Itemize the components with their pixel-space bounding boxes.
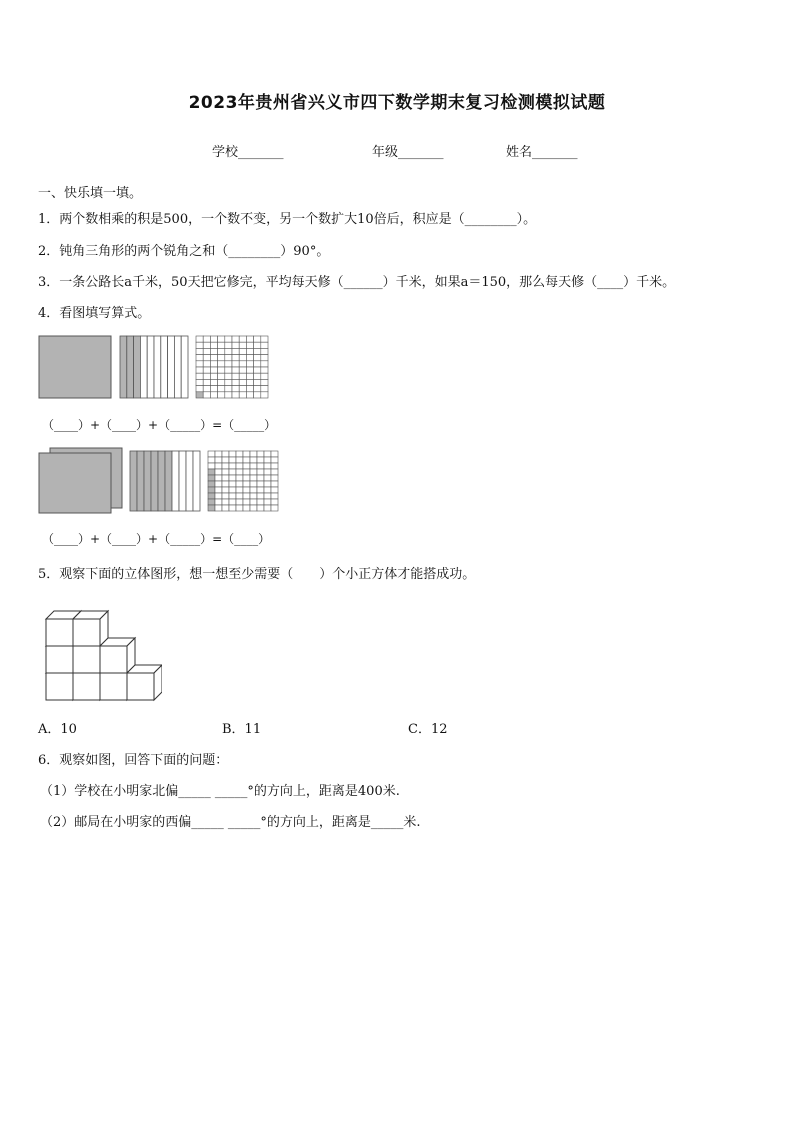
tenth-strip [181,336,188,398]
hundredth-cell [196,386,203,392]
hundredth-cell [225,336,232,342]
hundredth-cell [236,505,243,511]
tenth-strip [140,336,147,398]
hundredth-cell [218,367,225,373]
hundredth-cell [254,379,261,385]
hundredth-cell [229,499,236,505]
hundredth-cell [210,355,217,361]
hundredth-cell [239,386,246,392]
hundredth-cell [196,373,203,379]
hundredth-cell [250,487,257,493]
hundredth-cell [264,457,271,463]
hundredth-cell [250,505,257,511]
hundredth-cell [246,342,253,348]
hundredth-cell [239,367,246,373]
hundredth-cell [246,392,253,398]
hundredth-cell [215,463,222,469]
hundredth-cell [225,361,232,367]
hundredth-cell [261,342,268,348]
hundredth-cell [271,481,278,487]
hundredth-cell [236,481,243,487]
hundredth-cell [239,355,246,361]
hundredth-cell [203,361,210,367]
hundredth-cell [196,355,203,361]
page-title: 2023年贵州省兴义市四下数学期末复习检测模拟试题 [188,93,606,113]
grade-field: 年级_______ [372,145,444,160]
hundredth-cell [246,386,253,392]
hundredth-cell [246,348,253,354]
hundredth-cell [264,475,271,481]
hundredth-cell [229,505,236,511]
hundredth-cell [243,475,250,481]
hundredth-cell [229,457,236,463]
hundredths-square [196,336,268,398]
hundredth-cell [257,487,264,493]
tenth-strip [161,336,168,398]
hundredth-cell [222,499,229,505]
question-6-1: （1）学校在小明家北偏_____ _____°的方向上，距离是400米. [40,784,400,799]
hundredth-cell [203,386,210,392]
option-c: C．12 [408,722,448,737]
hundredth-cell [222,505,229,511]
hundredth-cell [254,348,261,354]
cube-front [73,646,100,673]
tenths-square [130,451,200,511]
question-5: 5．观察下面的立体图形，想一想至少需要（ ）个小正方体才能搭成功。 [38,567,476,582]
hundredth-cell [271,451,278,457]
hundredth-cell [218,379,225,385]
hundredth-cell [218,348,225,354]
tenth-strip [186,451,193,511]
hundredth-cell [264,463,271,469]
hundredth-cell [257,505,264,511]
hundredth-cell [254,373,261,379]
equation-2: （____）+（____）+（_____）=（____） [42,532,271,546]
hundredth-cell [208,493,215,499]
hundredth-cell [239,373,246,379]
cube-front [127,673,154,700]
hundredth-cell [215,451,222,457]
hundredth-cell [264,487,271,493]
hundredth-cell [210,336,217,342]
tenth-strip [137,451,144,511]
hundredth-cell [271,469,278,475]
hundredth-cell [210,367,217,373]
hundredth-cell [261,373,268,379]
cube-front [46,673,73,700]
hundredth-cell [232,342,239,348]
hundredth-cell [236,487,243,493]
hundredth-cell [246,336,253,342]
hundredth-cell [261,379,268,385]
hundredth-cell [246,361,253,367]
hundredth-cell [210,361,217,367]
hundredth-cell [208,487,215,493]
hundredth-cell [218,386,225,392]
hundredth-cell [264,505,271,511]
hundredth-cell [215,487,222,493]
hundredth-cell [203,342,210,348]
hundredth-cell [246,355,253,361]
hundredth-cell [232,348,239,354]
hundredth-cell [261,386,268,392]
hundredth-cell [243,487,250,493]
hundredth-cell [225,386,232,392]
question-2: 2．钝角三角形的两个锐角之和（________）90°。 [38,244,330,259]
hundredth-cell [215,493,222,499]
hundredth-cell [203,355,210,361]
tenth-strip [174,336,181,398]
hundredth-cell [222,451,229,457]
whole-square [39,336,111,398]
hundredth-cell [236,499,243,505]
cube-front [100,673,127,700]
hundredth-cell [225,342,232,348]
hundredth-cell [250,475,257,481]
hundredth-cell [264,481,271,487]
cube-front [100,646,127,673]
hundredth-cell [264,493,271,499]
hundredth-cell [243,499,250,505]
hundredth-cell [250,457,257,463]
hundredth-cell [229,463,236,469]
hundredth-cell [264,499,271,505]
hundredth-cell [229,469,236,475]
hundredth-cell [203,336,210,342]
hundredth-cell [232,373,239,379]
hundredth-cell [229,493,236,499]
hundredth-cell [261,348,268,354]
hundredth-cell [257,493,264,499]
hundredth-cell [243,469,250,475]
hundredth-cell [210,379,217,385]
question-6: 6．观察如图，回答下面的问题： [38,753,229,768]
hundredth-cell [232,379,239,385]
hundredth-cell [208,481,215,487]
hundredth-cell [218,342,225,348]
hundredth-cell [236,469,243,475]
hundredth-cell [218,355,225,361]
hundredth-cell [257,457,264,463]
cube-front [46,646,73,673]
hundredth-cell [257,469,264,475]
hundredth-cell [225,367,232,373]
hundredth-cell [257,451,264,457]
decimal-figure-row-1 [36,334,276,400]
hundredth-cell [222,475,229,481]
tenth-strip [165,451,172,511]
hundredth-cell [254,355,261,361]
hundredth-cell [196,367,203,373]
hundredth-cell [225,379,232,385]
hundredth-cell [232,361,239,367]
hundredth-cell [222,463,229,469]
hundredth-cell [236,493,243,499]
hundredth-cell [203,348,210,354]
hundredth-cell [271,499,278,505]
hundredth-cell [243,451,250,457]
hundredth-cell [229,451,236,457]
tenth-strip [144,451,151,511]
hundredth-cell [232,367,239,373]
question-3: 3．一条公路长a千米，50天把它修完，平均每天修（______）千米，如果a＝150，那么每天修（____）千米。 [38,275,676,290]
hundredth-cell [271,463,278,469]
hundredth-cell [254,367,261,373]
hundredth-cell [243,463,250,469]
tenth-strip [127,336,134,398]
hundredth-cell [232,386,239,392]
hundredth-cell [215,469,222,475]
hundredth-cell [243,505,250,511]
hundredth-cell [250,469,257,475]
hundredth-cell [264,451,271,457]
tenth-strip [151,451,158,511]
hundredth-cell [243,457,250,463]
hundredth-cell [225,392,232,398]
hundredth-cell [239,336,246,342]
hundredth-cell [271,475,278,481]
hundredth-cell [229,481,236,487]
hundredth-cell [225,355,232,361]
hundredth-cell [215,475,222,481]
cube-front [73,673,100,700]
hundredth-cell [254,342,261,348]
hundredth-cell [210,348,217,354]
hundredth-cell [222,469,229,475]
hundredth-cell [203,367,210,373]
hundredth-cell [210,386,217,392]
hundredth-cell [208,457,215,463]
hundredth-cell [218,392,225,398]
hundredth-cell [243,493,250,499]
hundredth-cell [232,355,239,361]
hundredth-cell [261,367,268,373]
tenth-strip [120,336,127,398]
hundredth-cell [261,361,268,367]
section-heading: 一、快乐填一填。 [38,186,143,201]
hundredth-cell [261,392,268,398]
hundredth-cell [239,342,246,348]
question-1: 1．两个数相乘的积是500，一个数不变，另一个数扩大10倍后，积应是（________）。 [38,212,537,227]
hundredth-cell [243,481,250,487]
hundredth-cell [264,469,271,475]
hundredth-cell [232,392,239,398]
hundredth-cell [208,505,215,511]
hundredth-cell [222,457,229,463]
hundredth-cell [215,481,222,487]
tenth-strip [172,451,179,511]
hundredth-cell [222,493,229,499]
hundredth-cell [236,475,243,481]
hundredth-cell [196,336,203,342]
hundredth-cell [239,392,246,398]
whole-square-front [39,453,111,513]
hundredth-cell [208,469,215,475]
hundredth-cell [250,499,257,505]
name-field: 姓名_______ [506,145,578,160]
hundredth-cell [239,361,246,367]
hundredth-cell [254,386,261,392]
hundredth-cell [196,379,203,385]
hundredth-cell [236,463,243,469]
hundredth-cell [250,463,257,469]
hundredth-cell [215,457,222,463]
question-4: 4．看图填写算式。 [38,306,151,321]
hundredth-cell [196,361,203,367]
question-6-2: （2）邮局在小明家的西偏_____ _____°的方向上，距离是_____米. [40,815,421,830]
hundredth-cell [196,348,203,354]
decimal-figure-row-2 [36,446,286,516]
hundredth-cell [215,505,222,511]
cube-front [46,619,73,646]
hundredth-cell [236,457,243,463]
hundredth-cell [208,475,215,481]
hundredth-cell [261,355,268,361]
hundredth-cell [203,373,210,379]
tenths-square [120,336,188,398]
hundredth-cell [271,493,278,499]
hundredth-cell [225,373,232,379]
hundredth-cell [210,342,217,348]
equation-1: （____）+（____）+（_____）=（_____） [42,418,277,432]
hundredth-cell [232,336,239,342]
hundredth-cell [246,367,253,373]
tenth-strip [154,336,161,398]
hundredth-cell [218,361,225,367]
hundredth-cell [218,336,225,342]
tenth-strip [193,451,200,511]
hundredth-cell [257,475,264,481]
hundredth-cell [225,348,232,354]
hundredth-cell [208,463,215,469]
hundredth-cell [222,481,229,487]
hundredth-cell [210,392,217,398]
hundredth-cell [271,457,278,463]
hundredth-cell [196,392,203,398]
hundredth-cell [196,342,203,348]
hundredth-cell [271,487,278,493]
hundredth-cell [250,493,257,499]
hundredth-cell [271,505,278,511]
hundredth-cell [218,373,225,379]
option-b: B．11 [222,722,262,737]
hundredth-cell [208,499,215,505]
hundredth-cell [257,463,264,469]
hundredth-cell [222,487,229,493]
tenth-strip [134,336,141,398]
hundredth-cell [254,392,261,398]
tenth-strip [158,451,165,511]
hundredth-cell [203,379,210,385]
hundredth-cell [229,475,236,481]
hundredth-cell [254,361,261,367]
hundredth-cell [210,373,217,379]
hundredth-cell [239,348,246,354]
hundredth-cell [261,336,268,342]
hundredth-cell [239,379,246,385]
hundredth-cell [257,499,264,505]
hundredth-cell [215,499,222,505]
hundredth-cell [203,392,210,398]
option-a: A．10 [38,722,77,737]
hundredth-cell [246,373,253,379]
cube-stack-figure [38,594,162,702]
hundredth-cell [250,451,257,457]
tenth-strip [147,336,154,398]
tenth-strip [168,336,175,398]
hundredth-cell [254,336,261,342]
tenth-strip [179,451,186,511]
hundredth-cell [257,481,264,487]
hundredth-cell [250,481,257,487]
cube-front [73,619,100,646]
hundredth-cell [236,451,243,457]
hundredth-cell [229,487,236,493]
hundredth-cell [246,379,253,385]
hundredth-cell [208,451,215,457]
hundredths-square [208,451,278,511]
tenth-strip [130,451,137,511]
school-field: 学校_______ [212,145,284,160]
